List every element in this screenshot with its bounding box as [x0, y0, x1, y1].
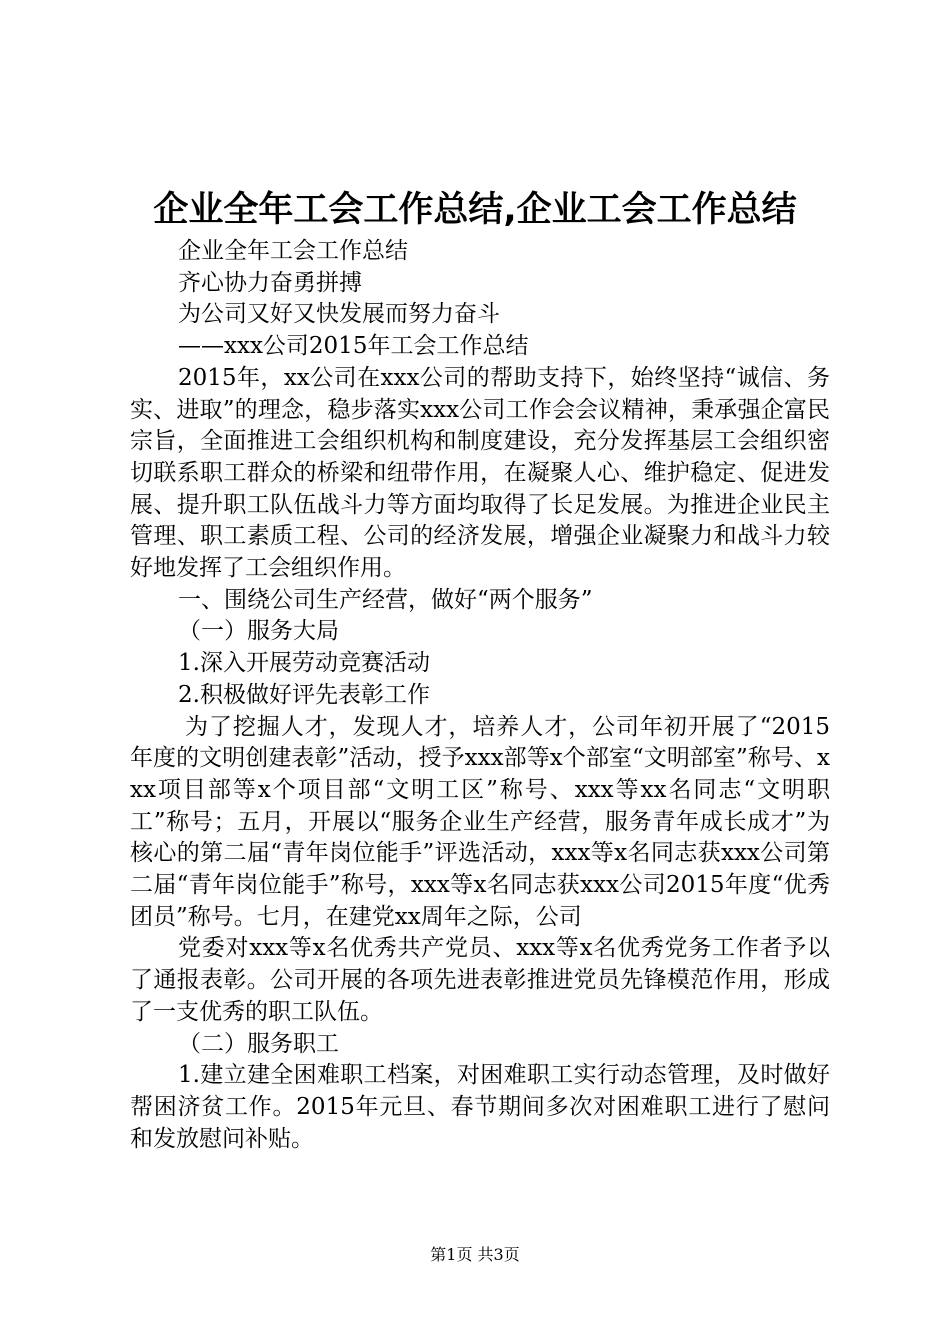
paragraph-subtitle: 企业全年工会工作总结 — [178, 238, 408, 264]
section-heading-1: 一、围绕公司生产经营，做好“两个服务” — [178, 586, 593, 613]
subsection-heading-1: （一）服务大局 — [178, 618, 339, 645]
paragraph-hardship: 1.建立建全困难职工档案，对困难职工实行动态管理，及时做好帮困济贫工作。2015年元旦、春节期间多次对困难职工进行了慰问和发放慰问补贴。 — [130, 1062, 830, 1152]
list-item-2: 2.积极做好评先表彰工作 — [178, 681, 430, 708]
paragraph-report-name: ——xxx公司2015年工会工作总结 — [178, 333, 529, 360]
subsection-heading-2: （二）服务职工 — [178, 1030, 339, 1057]
paragraph-intro: 2015年，xx公司在xxx公司的帮助支持下，始终坚持“诚信、务实、进取”的理念，稳步落实xxx公司工作会会议精神，秉承强企富民宗旨，全面推进工会组织机构和制度建设，充分发挥基层工会组织密切联系职工群众的桥梁和纽带作用，在凝聚人心、维护稳定、促进发展、提升职工队伍战斗力等方面均取得了长足发展。为推进企业民主管理、职工素质工程、公司的经济发展，增强企业凝聚力和战斗力较好地发挥了工会组织作用。 — [130, 364, 830, 582]
document-title: 企业全年工会工作总结,企业工会工作总结 — [153, 190, 797, 230]
paragraph-party: 党委对xxx等x名优秀共产党员、xxx等x名优秀党务工作者予以了通报表彰。公司开展的各项先进表彰推进党员先锋模范作用，形成了一支优秀的职工队伍。 — [130, 935, 830, 1025]
paragraph-awards: 为了挖掘人才，发现人才，培养人才，公司年初开展了“2015年度的文明创建表彰”活动，授予xxx部等x个部室“文明部室”称号、xxx项目部等x个项目部“文明工区”称号、xxx等xx名同志“文明职工”称号；五月，开展以“服务企业生产经营，服务青年成长成才”为核心的第二届“青年岗位能手”评选活动，xxx等x名同志获xxx公司第二届“青年岗位能手”称号，xxx等x名同志获xxx公司2015年度“优秀团员”称号。七月，在建党xx周年之际，公司 — [130, 713, 830, 930]
page-number: 第1页 共3页 — [430, 1245, 520, 1264]
list-item-1: 1.深入开展劳动竞赛活动 — [178, 650, 430, 677]
paragraph-slogan-1: 齐心协力奋勇拼搏 — [178, 269, 362, 296]
document-body — [130, 236, 830, 1155]
paragraph-slogan-2: 为公司又好又快发展而努力奋斗 — [178, 301, 500, 328]
